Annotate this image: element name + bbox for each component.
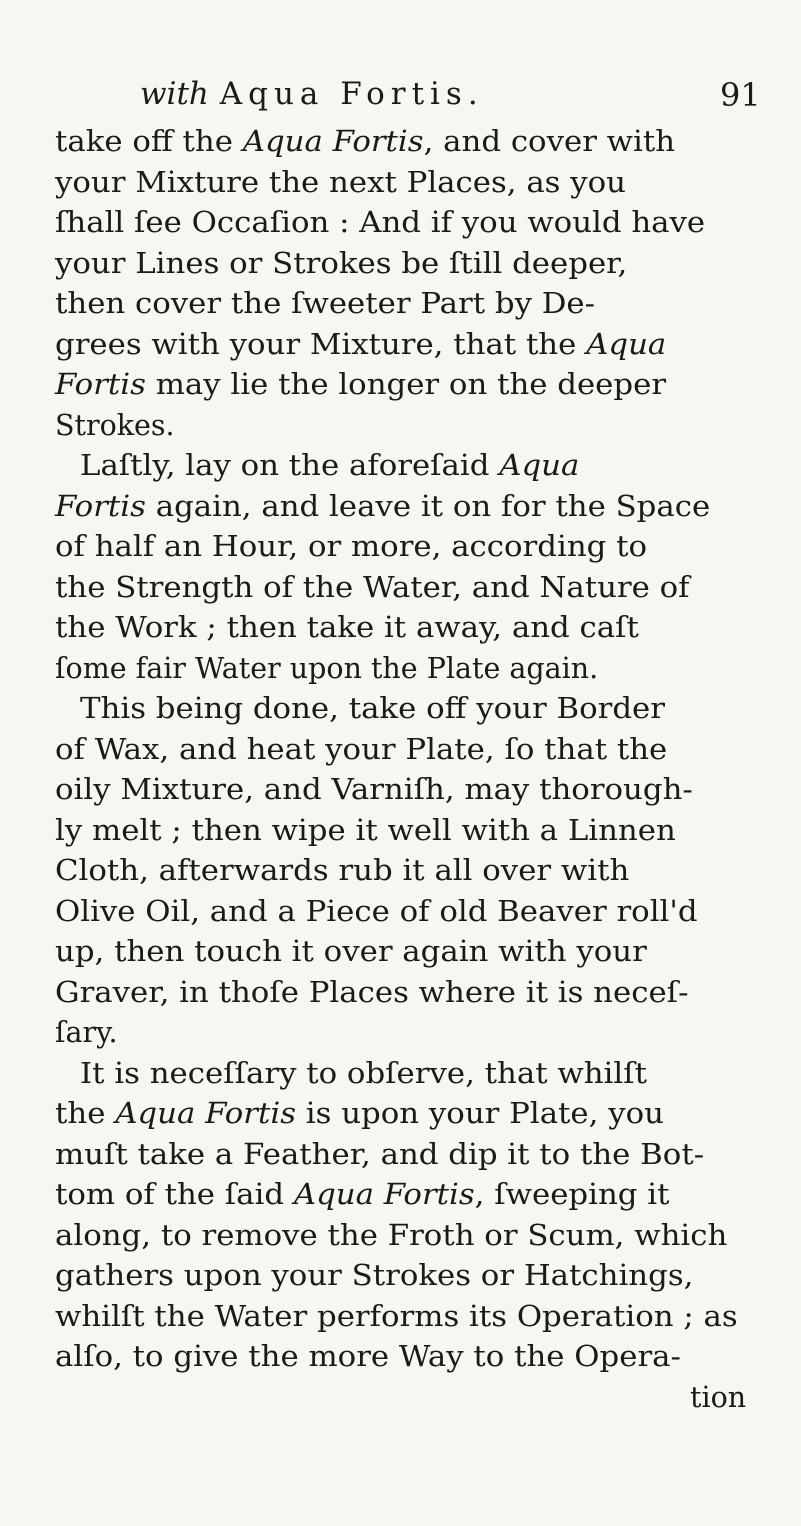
text-run: whilſt the Water performs its Operation ; as [55, 1299, 738, 1333]
italic-phrase: Aqua [499, 449, 580, 482]
text-run: again, and leave it on for the Space [145, 489, 711, 523]
text-line [55, 1337, 681, 1377]
text-run: ſome fair Water upon the Plate again. [55, 651, 599, 685]
running-head-title-smallcaps: Aqua Fortis. [219, 76, 484, 112]
italic-phrase: Aqua Fortis [115, 1097, 297, 1130]
text-run: tom of the ſaid [55, 1178, 294, 1211]
running-head-title-italic: with [140, 76, 209, 112]
text-run: gathers upon your Strokes or Hatchings, [55, 1259, 694, 1292]
text-run: is upon your Plate, you [296, 1097, 664, 1130]
text-line [55, 811, 676, 851]
text-run: Cloth, afterwards rub it all over with [55, 854, 630, 887]
italic-phrase: Fortis [55, 489, 146, 523]
text-line [80, 1054, 647, 1094]
text-line [80, 689, 665, 729]
text-line [55, 527, 647, 567]
text-line [55, 284, 595, 324]
text-run: the [55, 1097, 116, 1130]
text-line [55, 1094, 664, 1134]
text-line [55, 487, 710, 527]
text-line [55, 1297, 738, 1337]
text-line [55, 1013, 118, 1053]
text-run: oily Mixture, and Varniſh, may thorough- [55, 773, 693, 806]
text-line [55, 932, 647, 972]
text-line [80, 446, 579, 486]
text-line [55, 608, 639, 648]
text-line [55, 892, 698, 932]
text-run: grees with your Mixture, that the [55, 327, 587, 361]
text-run: take off the [55, 125, 243, 158]
text-run: ly melt ; then wipe it well with a Linnen [55, 813, 676, 847]
text-line [55, 406, 175, 446]
text-run: then cover the ſweeter Part by De- [55, 287, 596, 320]
text-line [55, 973, 688, 1013]
text-line [55, 1135, 704, 1175]
text-line [55, 203, 705, 243]
italic-phrase: Aqua [586, 327, 667, 361]
text-line [55, 325, 666, 365]
text-line [55, 770, 693, 810]
text-run: along, to remove the Froth or Scum, which [55, 1218, 728, 1252]
text-line [55, 649, 598, 689]
text-run: This being done, take off your Border [80, 692, 665, 725]
text-line [55, 244, 627, 284]
text-line [55, 730, 667, 770]
text-line [55, 365, 666, 405]
text-line [55, 1216, 727, 1256]
page-number: 91 [720, 76, 761, 114]
text-run: muſt take a Feather, and dip it to the Bot- [55, 1137, 705, 1171]
running-head [0, 76, 801, 116]
text-run: Olive Oil, and a Piece of old Beaver roll'd [55, 894, 698, 928]
text-run: Graver, in thoſe Places where it is neceſ- [55, 975, 689, 1009]
italic-phrase: Fortis [55, 368, 146, 401]
text-line [55, 568, 690, 608]
text-run: It is neceſſary to obſerve, that whilſt [80, 1056, 647, 1090]
text-run: may lie the longer on the deeper [145, 368, 667, 401]
text-line [55, 1256, 693, 1296]
text-run: the Strength of the Water, and Nature of [55, 570, 690, 604]
italic-phrase: Aqua Fortis [293, 1178, 475, 1211]
text-run: tion [690, 1380, 747, 1414]
text-line [55, 163, 626, 203]
text-run: of Wax, and heat your Plate, ſo that the [55, 732, 668, 766]
text-run: alſo, to give the more Way to the Opera- [55, 1340, 681, 1373]
text-run: , ſweeping it [474, 1178, 670, 1211]
text-run: , and cover with [423, 125, 676, 158]
text-line [55, 1175, 670, 1215]
text-run: up, then touch it over again with your [55, 935, 647, 968]
text-run: of half an Hour, or more, according to [55, 530, 648, 563]
italic-phrase: Aqua Fortis [242, 125, 424, 158]
text-run: ſhall ſee Occaſion : And if you would have [55, 206, 706, 239]
text-run: ſary. [55, 1016, 118, 1049]
text-run: the Work ; then take it away, and caſt [55, 611, 639, 644]
text-line [55, 122, 675, 162]
running-head-title [140, 76, 484, 112]
text-run: your Lines or Strokes be ſtill deeper, [55, 246, 628, 280]
text-run: Strokes. [55, 408, 175, 442]
text-line [690, 1378, 746, 1418]
text-run: Laſtly, lay on the aforeſaid [80, 449, 500, 482]
text-run: your Mixture the next Places, as you [55, 165, 627, 199]
text-line [55, 851, 629, 891]
